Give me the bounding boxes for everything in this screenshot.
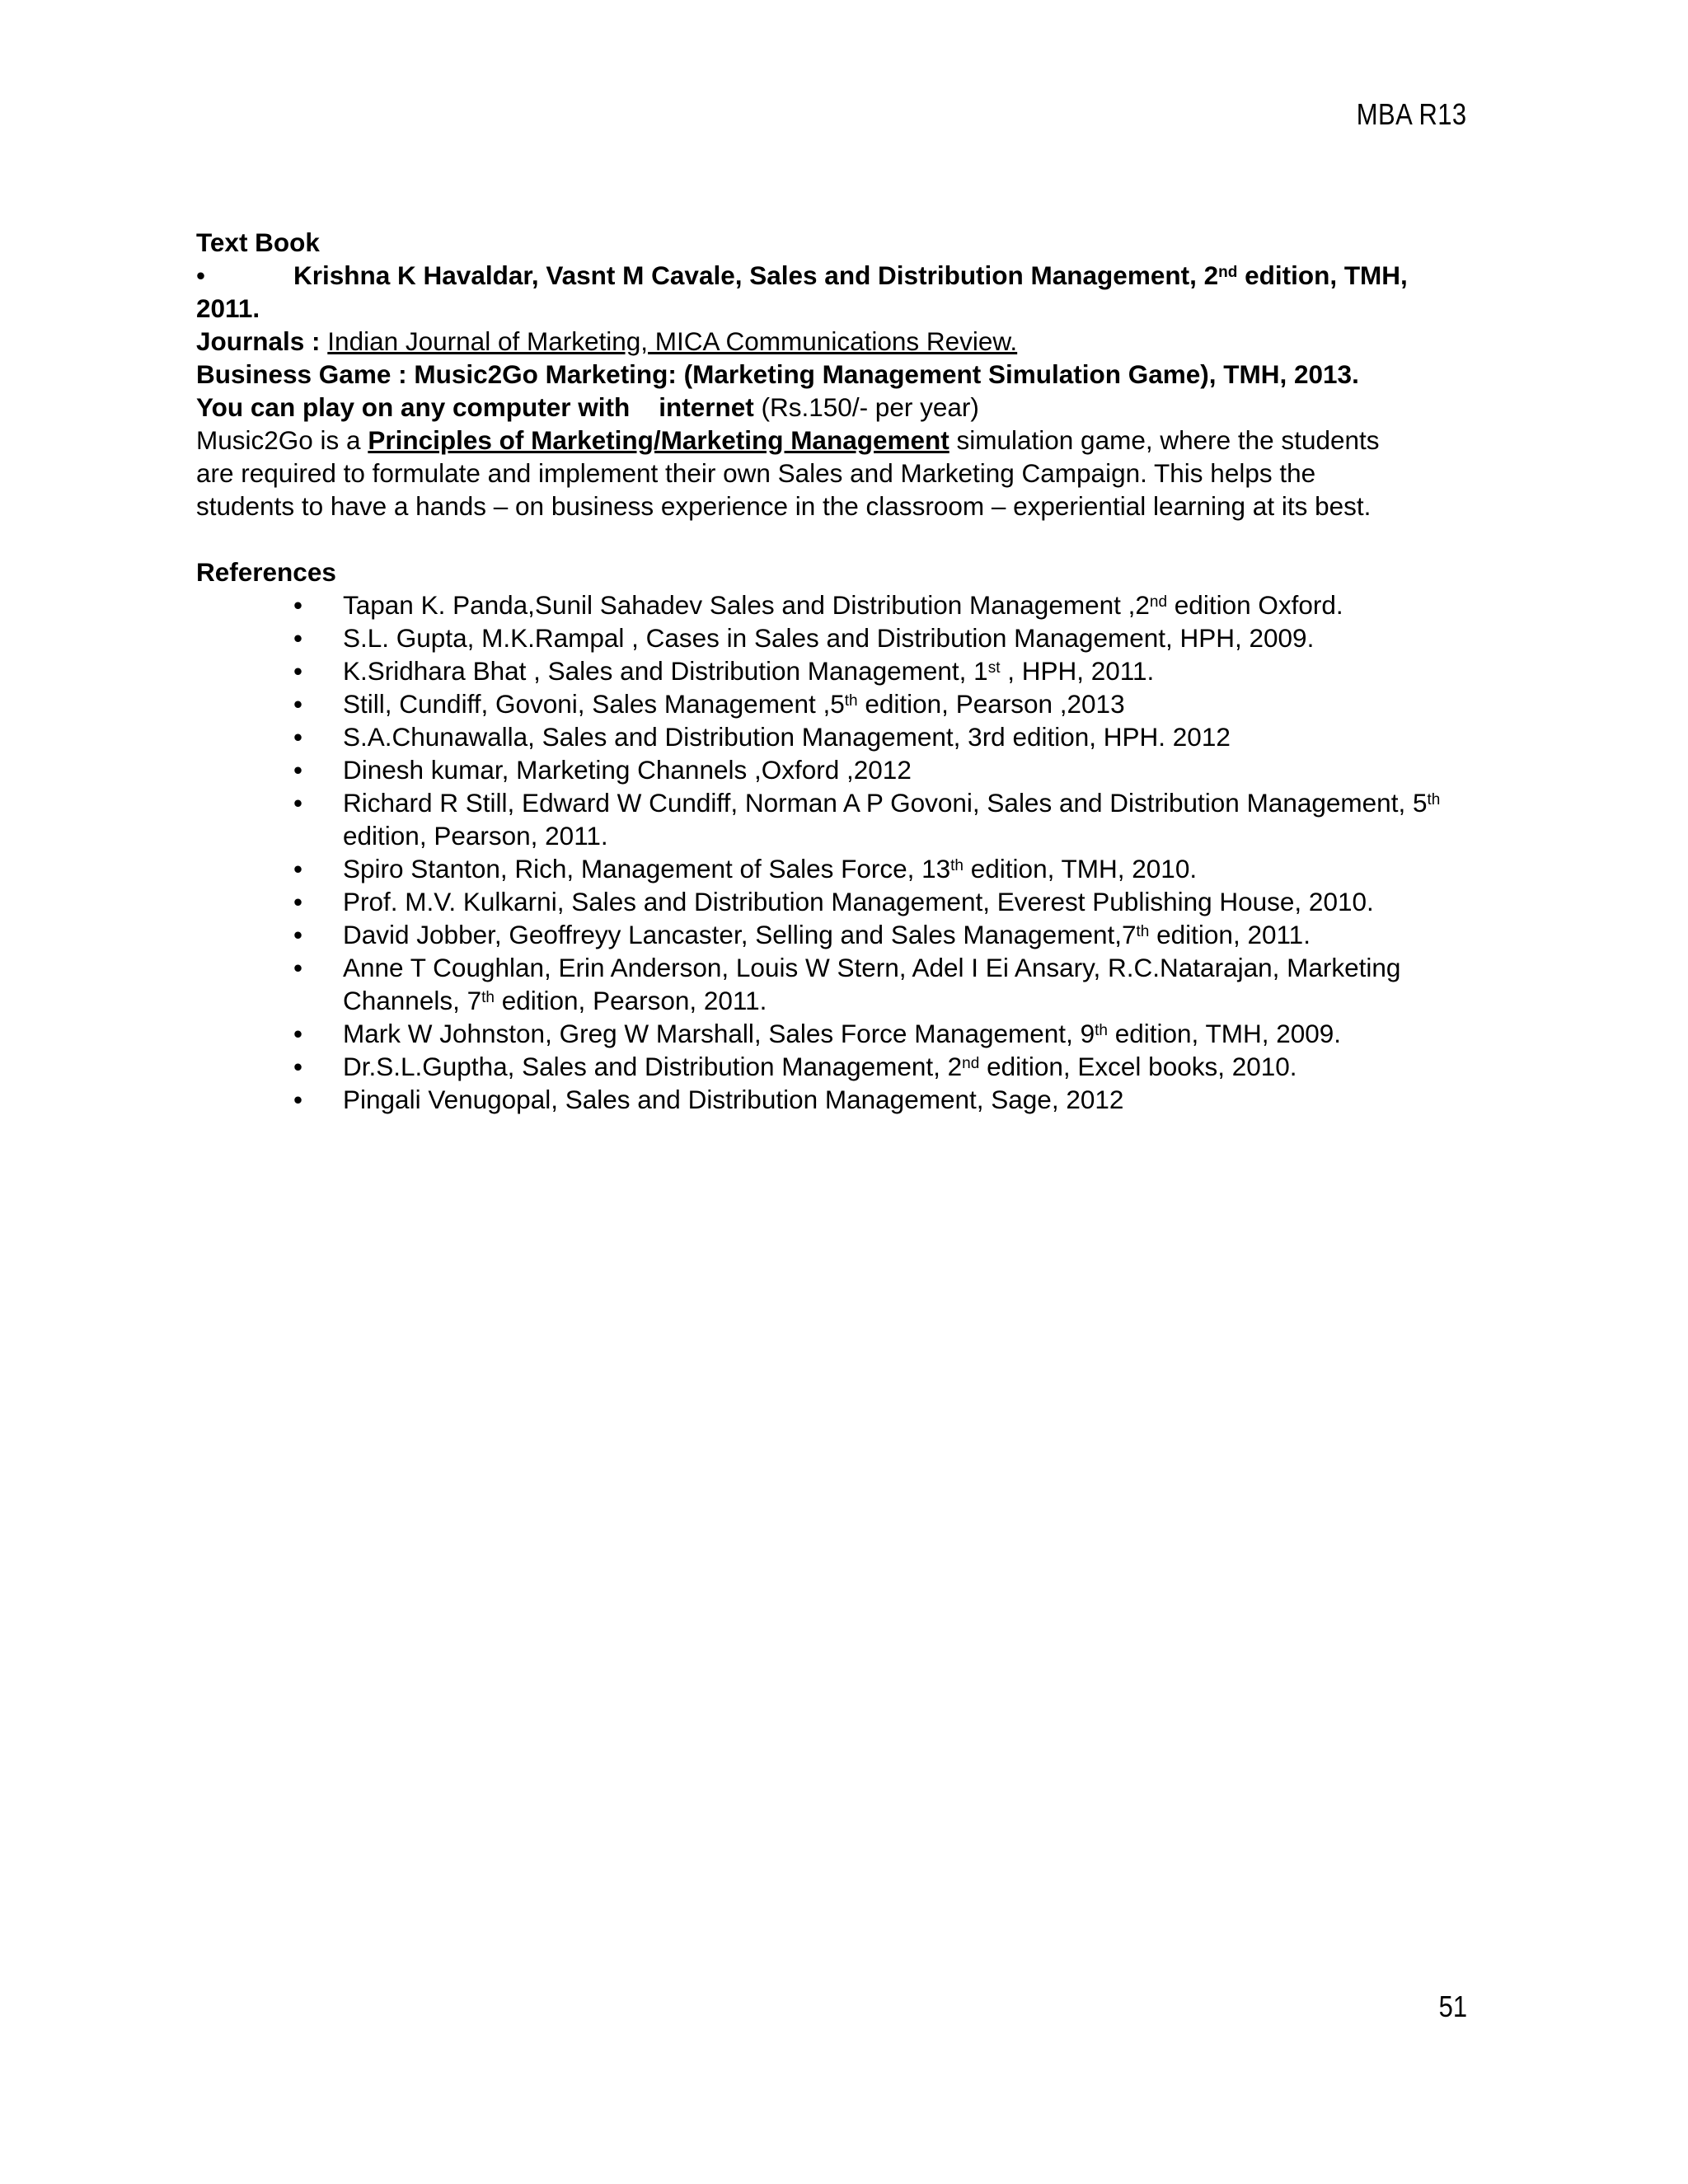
reference-text-main: Tapan K. Panda,Sunil Sahadev Sales and Distribution Management ,2 [343,590,1150,620]
reference-text-main: Spiro Stanton, Rich, Management of Sales Force, 13 [343,854,951,883]
bullet-icon: • [293,1085,303,1114]
reference-text-main: S.A.Chunawalla, Sales and Distribution Management, 3rd edition, HPH. 2012 [343,722,1231,752]
bullet-icon: • [293,590,303,620]
description-line-2: are required to formulate and implement their own Sales and Marketing Campaign. This helps the [196,458,1316,488]
list-item [293,621,1482,654]
list-item [293,918,1482,951]
description-line-1 [196,424,1482,457]
list-item [293,1050,1482,1083]
reference-text-tail: edition, 2011. [1149,920,1311,949]
list-item [293,588,1482,621]
reference-text-main: K.Sridhara Bhat , Sales and Distribution Management, 1 [343,656,988,686]
textbook-entry [196,259,1482,292]
reference-text [343,687,1482,720]
description-pre: Music2Go is a [196,425,368,455]
section-spacer [196,523,1482,555]
reference-text-tail: edition, Excel books, 2010. [979,1052,1297,1081]
list-item [293,720,1482,753]
reference-text-main: S.L. Gupta, M.K.Rampal , Cases in Sales and Distribution Management, HPH, 2009. [343,623,1315,653]
reference-text [343,951,1482,1017]
list-item [293,951,1482,1017]
bullet-icon: • [293,920,303,949]
bullet-icon: • [293,656,303,686]
reference-text [343,753,1482,786]
textbook-entry-sup: nd [1218,263,1238,281]
reference-text-main: Dinesh kumar, Marketing Channels ,Oxford ,2012 [343,755,912,785]
reference-text [343,786,1482,852]
textbook-heading: Text Book [196,227,320,257]
reference-text-main: Mark W Johnston, Greg W Marshall, Sales Force Management, 9 [343,1019,1095,1048]
bullet-icon: • [293,887,303,916]
journals-label: Journals : [196,326,328,356]
bullet-icon: • [293,722,303,752]
textbook-entry-text [293,259,1408,292]
reference-superscript: th [1095,1021,1108,1039]
bullet-icon: • [293,788,303,818]
list-item [293,654,1482,687]
reference-text-main: Anne T Coughlan, Erin Anderson, Louis W Stern, Adel I Ei Ansary, R.C.Natarajan, Marketing Channels, 7 [343,953,1401,1015]
reference-text [343,885,1482,918]
reference-superscript: nd [962,1054,980,1072]
business-game-access-line [196,391,1482,424]
reference-text-main: Dr.S.L.Guptha, Sales and Distribution Management, 2 [343,1052,963,1081]
description-post: simulation game, where the students [949,425,1380,455]
reference-text-main: Pingali Venugopal, Sales and Distribution Management, Sage, 2012 [343,1085,1124,1114]
references-list [196,588,1482,1116]
reference-superscript: th [950,856,964,874]
textbook-entry-year: 2011. [196,293,260,323]
reference-superscript: th [1427,790,1441,808]
reference-text-tail: , HPH, 2011. [1000,656,1155,686]
business-game-price: (Rs.150/- per year) [753,392,979,422]
journals-line [196,325,1482,358]
reference-text [343,918,1482,951]
list-item [293,786,1482,852]
textbook-entry-main: Krishna K Havaldar, Vasnt M Cavale, Sales and Distribution Management, 2 [293,260,1219,290]
reference-superscript: nd [1149,593,1168,611]
list-item [293,885,1482,918]
bullet-icon: • [293,689,303,719]
bullet-icon: • [293,623,303,653]
description-line-3: students to have a hands – on business experience in the classroom – experiential learning at its best. [196,491,1372,521]
reference-superscript: th [1136,922,1150,940]
bullet-icon: • [293,1019,303,1048]
reference-text-tail: edition, TMH, 2010. [964,854,1198,883]
business-game-access-bold: You can play on any computer with internet [196,392,754,422]
reference-text-main: Still, Cundiff, Govoni, Sales Management ,5 [343,689,845,719]
bullet-icon: • [293,755,303,785]
list-item [293,687,1482,720]
textbook-entry-tail: edition, TMH, [1237,260,1408,290]
references-heading: References [196,557,336,587]
reference-text-tail: edition, Pearson, 2011. [343,821,608,851]
bullet-icon: • [293,953,303,982]
reference-text-tail: edition, TMH, 2009. [1107,1019,1342,1048]
reference-text [343,654,1482,687]
reference-text-main: Richard R Still, Edward W Cundiff, Norman A P Govoni, Sales and Distribution Management, 5 [343,788,1428,818]
reference-text-tail: edition Oxford. [1167,590,1343,620]
reference-text-main: Prof. M.V. Kulkarni, Sales and Distribution Management, Everest Publishing House, 2010. [343,887,1374,916]
description-link[interactable]: Principles of Marketing/Marketing Management [368,425,950,455]
journals-value: Indian Journal of Marketing, MICA Communications Review. [327,326,1018,356]
reference-text [343,1083,1482,1116]
reference-text [343,588,1482,621]
list-item [293,753,1482,786]
reference-superscript: st [987,658,1001,677]
document-body [196,226,1482,1116]
header-tag: MBA R13 [1357,97,1467,131]
business-game-line: Business Game : Music2Go Marketing: (Marketing Management Simulation Game), TMH, 2013. [196,359,1359,389]
reference-text-tail: edition, Pearson, 2011. [494,986,767,1015]
reference-text-tail: edition, Pearson ,2013 [857,689,1125,719]
bullet-icon: • [293,854,303,883]
list-item [293,1083,1482,1116]
list-item [293,852,1482,885]
reference-text [343,621,1482,654]
reference-superscript: th [844,691,858,710]
list-item [293,1017,1482,1050]
reference-text [343,720,1482,753]
page-number: 51 [1438,1990,1467,2023]
reference-text [343,852,1482,885]
bullet-icon: • [196,260,206,290]
reference-text [343,1050,1482,1083]
reference-superscript: th [481,988,495,1006]
reference-text-main: David Jobber, Geoffreyy Lancaster, Selling and Sales Management,7 [343,920,1137,949]
reference-text [343,1017,1482,1050]
bullet-icon: • [293,1052,303,1081]
